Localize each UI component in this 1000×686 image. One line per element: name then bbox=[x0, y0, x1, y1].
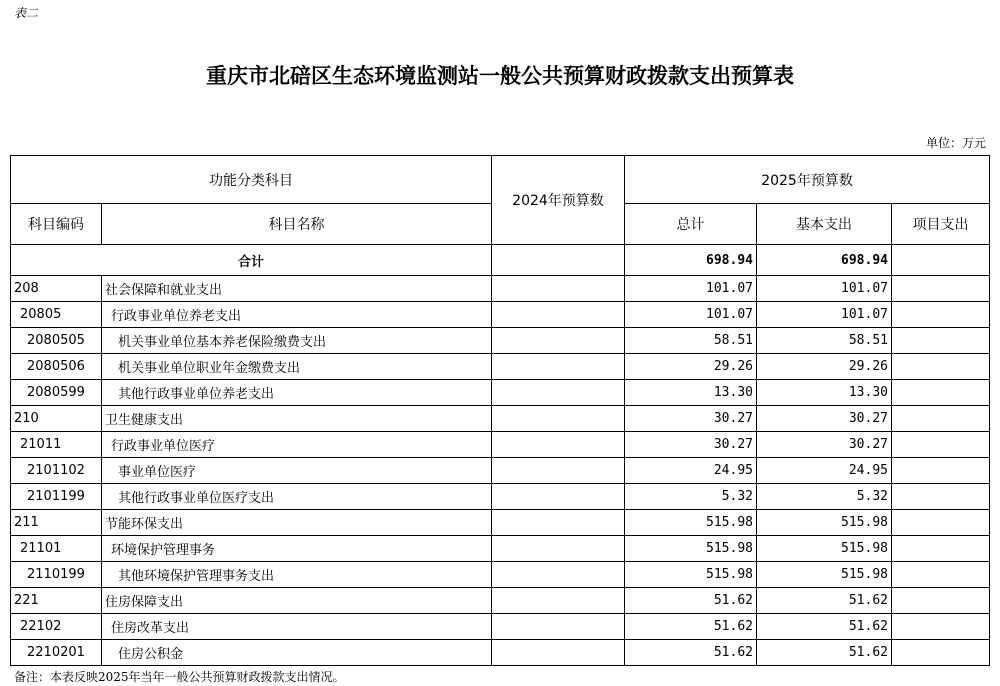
footnote: 备注：本表反映2025年当年一般公共预算财政拨款支出情况。 bbox=[14, 670, 345, 684]
table-label: 表二 bbox=[14, 6, 39, 20]
cell-code: 21011 bbox=[11, 432, 102, 458]
cell-prev-year bbox=[492, 406, 625, 432]
cell-name: 社会保障和就业支出 bbox=[102, 276, 492, 302]
header-project: 项目支出 bbox=[892, 204, 990, 245]
cell-prev-year bbox=[492, 380, 625, 406]
table-row bbox=[11, 406, 990, 432]
table-row bbox=[11, 562, 990, 588]
cell-basic: 515.98 bbox=[757, 536, 892, 562]
cell-project bbox=[892, 458, 990, 484]
header-curr-year: 2025年预算数 bbox=[625, 156, 990, 204]
cell-project bbox=[892, 484, 990, 510]
cell-total: 515.98 bbox=[625, 510, 757, 536]
cell-basic: 29.26 bbox=[757, 354, 892, 380]
cell-prev-year bbox=[492, 484, 625, 510]
table-row bbox=[11, 588, 990, 614]
cell-prev-year bbox=[492, 354, 625, 380]
cell-project bbox=[892, 588, 990, 614]
cell-project bbox=[892, 406, 990, 432]
cell-code: 208 bbox=[11, 276, 102, 302]
cell-name: 行政事业单位医疗 bbox=[102, 432, 492, 458]
cell-prev-year bbox=[492, 302, 625, 328]
cell-basic: 51.62 bbox=[757, 588, 892, 614]
cell-total: 51.62 bbox=[625, 588, 757, 614]
cell-project bbox=[892, 562, 990, 588]
cell-project bbox=[892, 510, 990, 536]
total-project bbox=[892, 245, 990, 276]
budget-table bbox=[10, 155, 990, 666]
cell-prev-year bbox=[492, 588, 625, 614]
cell-basic: 5.32 bbox=[757, 484, 892, 510]
cell-basic: 101.07 bbox=[757, 276, 892, 302]
total-label: 合计 bbox=[11, 245, 492, 276]
cell-project bbox=[892, 302, 990, 328]
cell-total: 24.95 bbox=[625, 458, 757, 484]
cell-total: 5.32 bbox=[625, 484, 757, 510]
cell-total: 515.98 bbox=[625, 562, 757, 588]
cell-name: 事业单位医疗 bbox=[102, 458, 492, 484]
cell-prev-year bbox=[492, 328, 625, 354]
cell-basic: 30.27 bbox=[757, 406, 892, 432]
cell-code: 2101199 bbox=[11, 484, 102, 510]
cell-total: 30.27 bbox=[625, 432, 757, 458]
cell-code: 21101 bbox=[11, 536, 102, 562]
cell-code: 2110199 bbox=[11, 562, 102, 588]
table-row bbox=[11, 302, 990, 328]
cell-basic: 515.98 bbox=[757, 562, 892, 588]
cell-prev-year bbox=[492, 276, 625, 302]
unit-label: 单位：万元 bbox=[925, 136, 986, 150]
cell-prev-year bbox=[492, 562, 625, 588]
cell-prev-year bbox=[492, 640, 625, 666]
cell-prev-year bbox=[492, 458, 625, 484]
table-row bbox=[11, 328, 990, 354]
cell-name: 其他行政事业单位养老支出 bbox=[102, 380, 492, 406]
cell-prev-year bbox=[492, 432, 625, 458]
cell-project bbox=[892, 640, 990, 666]
table-row bbox=[11, 380, 990, 406]
total-prev bbox=[492, 245, 625, 276]
header-prev-year: 2024年预算数 bbox=[492, 156, 625, 245]
header-func-class: 功能分类科目 bbox=[11, 156, 492, 204]
cell-code: 2080506 bbox=[11, 354, 102, 380]
cell-basic: 101.07 bbox=[757, 302, 892, 328]
cell-total: 51.62 bbox=[625, 614, 757, 640]
cell-total: 51.62 bbox=[625, 640, 757, 666]
table-row bbox=[11, 484, 990, 510]
cell-basic: 13.30 bbox=[757, 380, 892, 406]
cell-total: 515.98 bbox=[625, 536, 757, 562]
cell-total: 101.07 bbox=[625, 302, 757, 328]
cell-name: 住房公积金 bbox=[102, 640, 492, 666]
cell-code: 221 bbox=[11, 588, 102, 614]
cell-project bbox=[892, 536, 990, 562]
total-basic: 698.94 bbox=[757, 245, 892, 276]
cell-basic: 24.95 bbox=[757, 458, 892, 484]
cell-code: 20805 bbox=[11, 302, 102, 328]
cell-prev-year bbox=[492, 536, 625, 562]
table-row bbox=[11, 354, 990, 380]
cell-code: 210 bbox=[11, 406, 102, 432]
table-row bbox=[11, 276, 990, 302]
cell-code: 211 bbox=[11, 510, 102, 536]
cell-total: 30.27 bbox=[625, 406, 757, 432]
cell-total: 29.26 bbox=[625, 354, 757, 380]
cell-code: 2080599 bbox=[11, 380, 102, 406]
cell-name: 节能环保支出 bbox=[102, 510, 492, 536]
cell-total: 58.51 bbox=[625, 328, 757, 354]
cell-basic: 58.51 bbox=[757, 328, 892, 354]
cell-prev-year bbox=[492, 510, 625, 536]
table-row bbox=[11, 432, 990, 458]
total-total: 698.94 bbox=[625, 245, 757, 276]
cell-basic: 51.62 bbox=[757, 640, 892, 666]
cell-name: 住房保障支出 bbox=[102, 588, 492, 614]
table-row bbox=[11, 536, 990, 562]
page-title: 重庆市北碚区生态环境监测站一般公共预算财政拨款支出预算表 bbox=[206, 63, 794, 88]
cell-project bbox=[892, 432, 990, 458]
cell-code: 2080505 bbox=[11, 328, 102, 354]
header-name: 科目名称 bbox=[102, 204, 492, 245]
cell-project bbox=[892, 276, 990, 302]
cell-total: 101.07 bbox=[625, 276, 757, 302]
cell-name: 行政事业单位养老支出 bbox=[102, 302, 492, 328]
table-row bbox=[11, 614, 990, 640]
header-basic: 基本支出 bbox=[757, 204, 892, 245]
table-row bbox=[11, 510, 990, 536]
header-total: 总计 bbox=[625, 204, 757, 245]
cell-basic: 515.98 bbox=[757, 510, 892, 536]
cell-project bbox=[892, 328, 990, 354]
cell-name: 住房改革支出 bbox=[102, 614, 492, 640]
header-code: 科目编码 bbox=[11, 204, 102, 245]
cell-code: 2210201 bbox=[11, 640, 102, 666]
cell-prev-year bbox=[492, 614, 625, 640]
cell-basic: 51.62 bbox=[757, 614, 892, 640]
cell-project bbox=[892, 614, 990, 640]
cell-total: 13.30 bbox=[625, 380, 757, 406]
cell-name: 环境保护管理事务 bbox=[102, 536, 492, 562]
cell-name: 其他行政事业单位医疗支出 bbox=[102, 484, 492, 510]
table-row bbox=[11, 640, 990, 666]
cell-name: 机关事业单位基本养老保险缴费支出 bbox=[102, 328, 492, 354]
cell-name: 其他环境保护管理事务支出 bbox=[102, 562, 492, 588]
cell-name: 卫生健康支出 bbox=[102, 406, 492, 432]
cell-project bbox=[892, 354, 990, 380]
table-row bbox=[11, 458, 990, 484]
cell-code: 2101102 bbox=[11, 458, 102, 484]
cell-basic: 30.27 bbox=[757, 432, 892, 458]
cell-name: 机关事业单位职业年金缴费支出 bbox=[102, 354, 492, 380]
cell-project bbox=[892, 380, 990, 406]
total-row bbox=[11, 245, 990, 276]
cell-code: 22102 bbox=[11, 614, 102, 640]
